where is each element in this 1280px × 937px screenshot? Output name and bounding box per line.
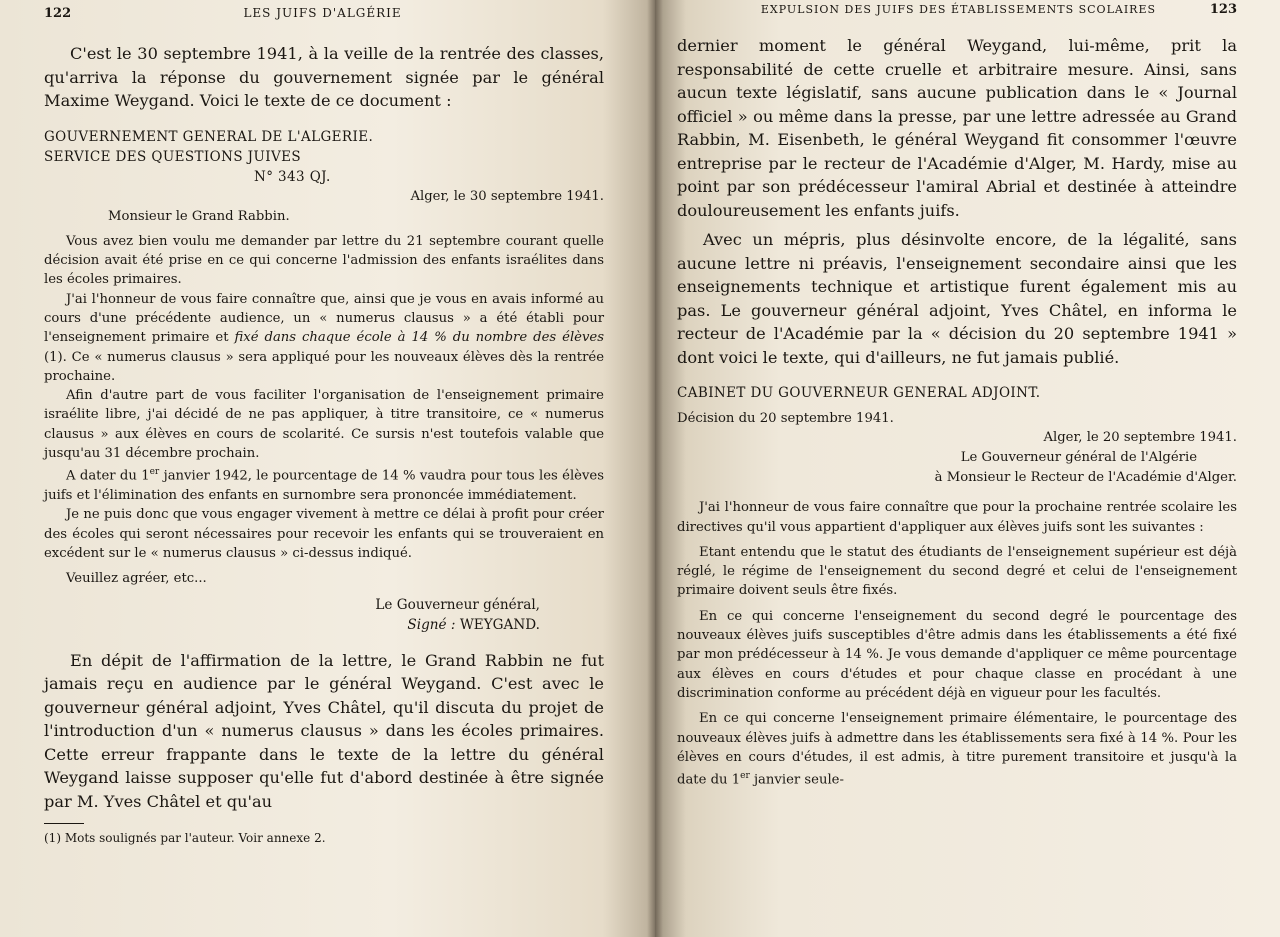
decision-paragraph-2: Etant entendu que le statut des étudiants de l'enseignement supérieur est déjà réglé, le régime de l'enseignement du second degré et celui de l'enseignement primaire doivent seuls être fixés. xyxy=(677,544,1237,599)
left-running-title: LES JUIFS D'ALGÉRIE xyxy=(243,6,402,20)
left-page-content xyxy=(44,6,604,846)
letter-paragraph-1: Vous avez bien voulu me demander par lettre du 21 septembre courant quelle décision avait été prise en ce qui concerne l'admission des enfants israélites dans les écoles primaires. xyxy=(44,233,604,288)
signatory-name: WEYGAND. xyxy=(459,616,540,633)
right-paragraph-2: Avec un mépris, plus désinvolte encore, de la légalité, sans aucune lettre ni préavis, l'enseignement secondaire ainsi que les enseignements technique et artistique furent également mis au pas. Le gouverneur général adjoint, Yves Châtel, en informa le recteur de l'Académie par la « décision du 20 septembre 1941 » dont voici le texte, qui d'ailleurs, ne fut jamais publié. xyxy=(677,230,1237,367)
right-running-head xyxy=(677,2,1237,28)
left-page-number: 122 xyxy=(44,6,72,21)
letterhead-cabinet: CABINET DU GOUVERNEUR GENERAL ADJOINT. xyxy=(677,385,1041,401)
italic-emphasis: fixé dans chaque école à 14 % du nombre des élèves xyxy=(234,330,604,346)
letter-place-date: Alger, le 30 septembre 1941. xyxy=(410,188,604,204)
signed-label: Signé : xyxy=(407,616,456,633)
letter-salutation: Monsieur le Grand Rabbin. xyxy=(108,208,290,224)
decision-paragraph-3: En ce qui concerne l'enseignement du second degré le pourcentage des nouveaux élèves juifs susceptibles d'être admis dans les établissements a été fixé par mon prédécesseur à 14 %. Je vous demande d'appliquer ce même pourcentage aux élèves en cours d'études et pour chaque classe en procédant à une discrimination conforme au précédent déjà en vigueur pour les facultés. xyxy=(677,608,1237,701)
letter-signature xyxy=(44,595,604,635)
decision-paragraph-1: J'ai l'honneur de vous faire connaître que pour la prochaine rentrée scolaire les directives qu'il vous appartient d'appliquer aux élèves juifs sont les suivantes : xyxy=(677,500,1237,535)
right-paragraph-1: dernier moment le général Weygand, lui-même, prit la responsabilité de cette cruelle et arbitraire mesure. Ainsi, sans aucun texte législatif, sans aucune publication dans le « Journal officiel » ou même dans la presse, par une lettre adressée au Grand Rabbin, M. Eisenbeth, le général Weygand fit consommer l'œuvre entreprise par le recteur de l'Académie d'Alger, M. Hardy, mise au point par son prédécesseur l'amiral Abrial et destinée à atteindre douloureusement les enfants juifs. xyxy=(677,36,1237,220)
letter-paragraph-2: J'ai l'honneur de vous faire connaître que, ainsi que je vous en avais informé au cours d'une précédente audience, un « numerus clausus » a été établi pour l'enseignement primaire et fixé dans chaque école à 14 % du nombre des élèves (1). Ce « numerus clausus » sera appliqué pour les nouveaux élèves dès la rentrée prochaine. xyxy=(44,291,604,384)
left-body-paragraph: En dépit de l'affirmation de la lettre, le Grand Rabbin ne fut jamais reçu en audience par le général Weygand. C'est avec le gouverneur général adjoint, Yves Châtel, qu'il discuta du projet de l'introduction d'un « numerus clausus » dans les écoles primaires. Cette erreur frappante dans le texte de la lettre du général Weygand laisse supposer qu'elle fut d'abord destinée à être signée par M. Yves Châtel et qu'au xyxy=(44,650,604,811)
decision-to: à Monsieur le Recteur de l'Académie d'Alger. xyxy=(934,470,1237,486)
decision-from: Le Gouverneur général de l'Algérie xyxy=(960,450,1197,466)
right-page xyxy=(655,0,1280,937)
letter-closing: Veuillez agréer, etc... xyxy=(66,571,207,587)
book-gutter xyxy=(647,0,663,937)
letter-paragraph-4: A dater du 1er janvier 1942, le pourcentage de 14 % vaudra pour tous les élèves juifs et l'élimination des enfants en surnombre sera prononcée immédiatement. xyxy=(44,467,604,504)
letterhead-service: SERVICE DES QUESTIONS JUIVES xyxy=(44,148,302,165)
letterhead-gouvernement: GOUVERNEMENT GENERAL DE L'ALGERIE. xyxy=(44,128,374,145)
letter-paragraph-3: Afin d'autre part de vous faciliter l'organisation de l'enseignement primaire israélite libre, j'ai décidé de ne pas appliquer, à titre transitoire, ce « numerus clausus » aux élèves en cours de scolarité. Ce sursis n'est toutefois valable que jusqu'au 31 décembre prochain. xyxy=(44,388,604,462)
decision-paragraph-4: En ce qui concerne l'enseignement primaire élémentaire, le pourcentage des nouveaux élèves juifs à admettre dans les établissements sera fixé à 14 %. Pour les élèves en cours d'études, il est admis, à titre purement transitoire et jusqu'à la date du 1er janvier seule- xyxy=(677,711,1237,788)
right-running-title: EXPULSION DES JUIFS DES ÉTABLISSEMENTS SCOLAIRES xyxy=(760,3,1157,16)
right-page-content xyxy=(677,2,1237,790)
decision-document xyxy=(677,383,1237,790)
letter-weygand xyxy=(44,127,604,635)
decision-place-date: Alger, le 20 septembre 1941. xyxy=(1043,430,1237,446)
decision-title: Décision du 20 septembre 1941. xyxy=(677,411,894,426)
footnote-rule xyxy=(44,823,84,824)
signatory-title: Le Gouverneur général, xyxy=(375,596,540,613)
letter-paragraph-5: Je ne puis donc que vous engager vivement à mettre ce délai à profit pour créer des écoles qui seront nécessaires pour recevoir les enfants qui se trouveraient en excédent sur le « numerus clausus » ci-dessus indiqué. xyxy=(44,507,604,561)
right-page-number: 123 xyxy=(1209,2,1237,17)
left-intro-paragraph: C'est le 30 septembre 1941, à la veille de la rentrée des classes, qu'arriva la réponse du gouvernement signée par le général Maxime Weygand. Voici le texte de ce document : xyxy=(44,44,604,110)
left-running-head xyxy=(44,6,604,32)
letter-reference: N° 343 QJ. xyxy=(254,168,331,185)
left-footnote: (1) Mots soulignés par l'auteur. Voir annexe 2. xyxy=(44,831,326,846)
